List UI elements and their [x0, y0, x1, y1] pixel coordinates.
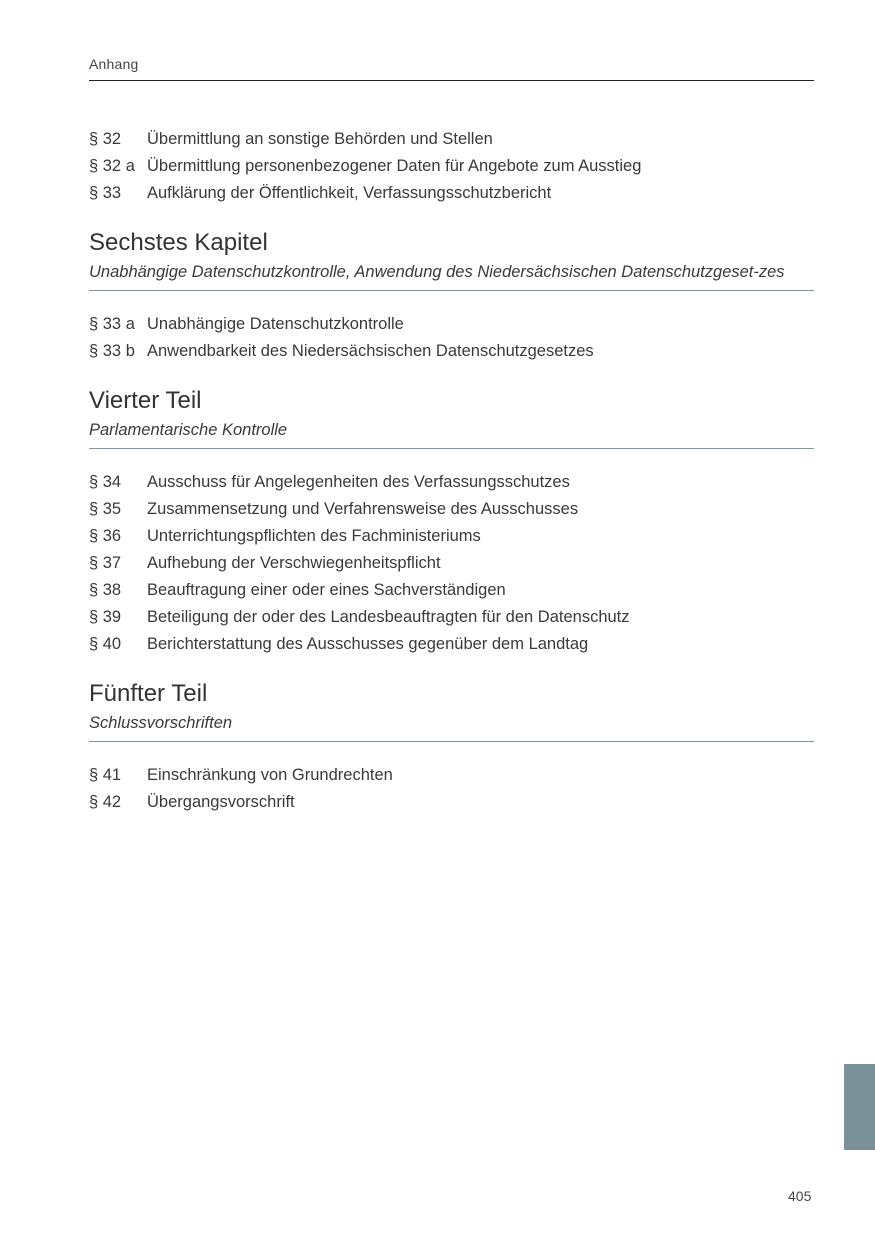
- toc-entry: [89, 631, 814, 658]
- section-subheading-text: Unabhängige Datenschutzkontrolle, Anwendung des Niedersächsischen Datenschutzgeset-zes: [89, 263, 785, 281]
- toc-section-sechstes-kapitel: [89, 228, 814, 365]
- running-header-title: Anhang: [89, 56, 139, 72]
- toc-entry-number: § 36: [89, 527, 122, 545]
- toc-entry: [89, 126, 814, 153]
- toc-entry-number: § 40: [89, 635, 122, 653]
- toc-entry-number: § 32: [89, 130, 122, 148]
- toc-entry: [89, 550, 814, 577]
- section-heading: Fünfter Teil: [89, 680, 208, 707]
- toc-entry: [89, 496, 814, 523]
- toc-entry-title: Beteiligung der oder des Landesbeauftragten für den Datenschutz: [147, 608, 630, 626]
- toc-entry-number: § 33 a: [89, 315, 135, 333]
- toc-section-fuenfter-teil: [89, 679, 814, 816]
- table-of-contents: [89, 126, 814, 816]
- toc-entry-number: § 34: [89, 473, 122, 491]
- toc-entry-title: Anwendbarkeit des Niedersächsischen Datenschutzgesetzes: [147, 342, 594, 360]
- running-header: [89, 56, 814, 81]
- toc-entry-title: Übergangsvorschrift: [147, 793, 295, 811]
- page-number: 405: [788, 1188, 812, 1204]
- toc-entry-title: Aufhebung der Verschwiegenheitspflicht: [147, 554, 441, 572]
- toc-section-vierter-teil: [89, 386, 814, 658]
- section-heading: Vierter Teil: [89, 387, 202, 414]
- toc-entry-title: Ausschuss für Angelegenheiten des Verfassungsschutzes: [147, 473, 570, 491]
- toc-entry-title: Unabhängige Datenschutzkontrolle: [147, 315, 404, 333]
- toc-entry: [89, 338, 814, 365]
- toc-entry: [89, 577, 814, 604]
- section-heading: Sechstes Kapitel: [89, 229, 268, 256]
- toc-entry-title: Übermittlung an sonstige Behörden und Stellen: [147, 130, 493, 148]
- toc-entry: [89, 311, 814, 338]
- toc-entry-title: Einschränkung von Grundrechten: [147, 766, 393, 784]
- toc-entry: [89, 469, 814, 496]
- toc-entry: [89, 604, 814, 631]
- toc-entry-number: § 32 a: [89, 157, 135, 175]
- toc-entry-title: Berichterstattung des Ausschusses gegenüber dem Landtag: [147, 635, 589, 653]
- toc-entry: [89, 153, 814, 180]
- toc-entry-number: § 41: [89, 766, 122, 784]
- toc-entry-number: § 33: [89, 184, 122, 202]
- section-subheading: Parlamentarische Kontrolle: [89, 416, 814, 449]
- toc-entry-title: Zusammensetzung und Verfahrensweise des Ausschusses: [147, 500, 579, 518]
- toc-entry-number: § 37: [89, 554, 122, 572]
- toc-entry-title: Beauftragung einer oder eines Sachverständigen: [147, 581, 506, 599]
- toc-entry-number: § 42: [89, 793, 122, 811]
- toc-entry-number: § 35: [89, 500, 122, 518]
- toc-entry-number: § 38: [89, 581, 122, 599]
- toc-entry: [89, 523, 814, 550]
- section-subheading: [89, 258, 814, 291]
- toc-entry-title: Unterrichtungspflichten des Fachministeriums: [147, 527, 481, 545]
- toc-entry: [89, 180, 814, 207]
- chapter-side-tab: [844, 1064, 875, 1150]
- toc-entry-number: § 33 b: [89, 342, 135, 360]
- section-subheading: Schlussvorschriften: [89, 709, 814, 742]
- toc-entry-number: § 39: [89, 608, 122, 626]
- toc-entry-title: Aufklärung der Öffentlichkeit, Verfassungsschutzbericht: [147, 184, 552, 202]
- toc-entry: [89, 762, 814, 789]
- toc-entry: [89, 789, 814, 816]
- toc-entry-title: Übermittlung personenbezogener Daten für Angebote zum Ausstieg: [147, 157, 642, 175]
- toc-group-continuation: [89, 126, 814, 207]
